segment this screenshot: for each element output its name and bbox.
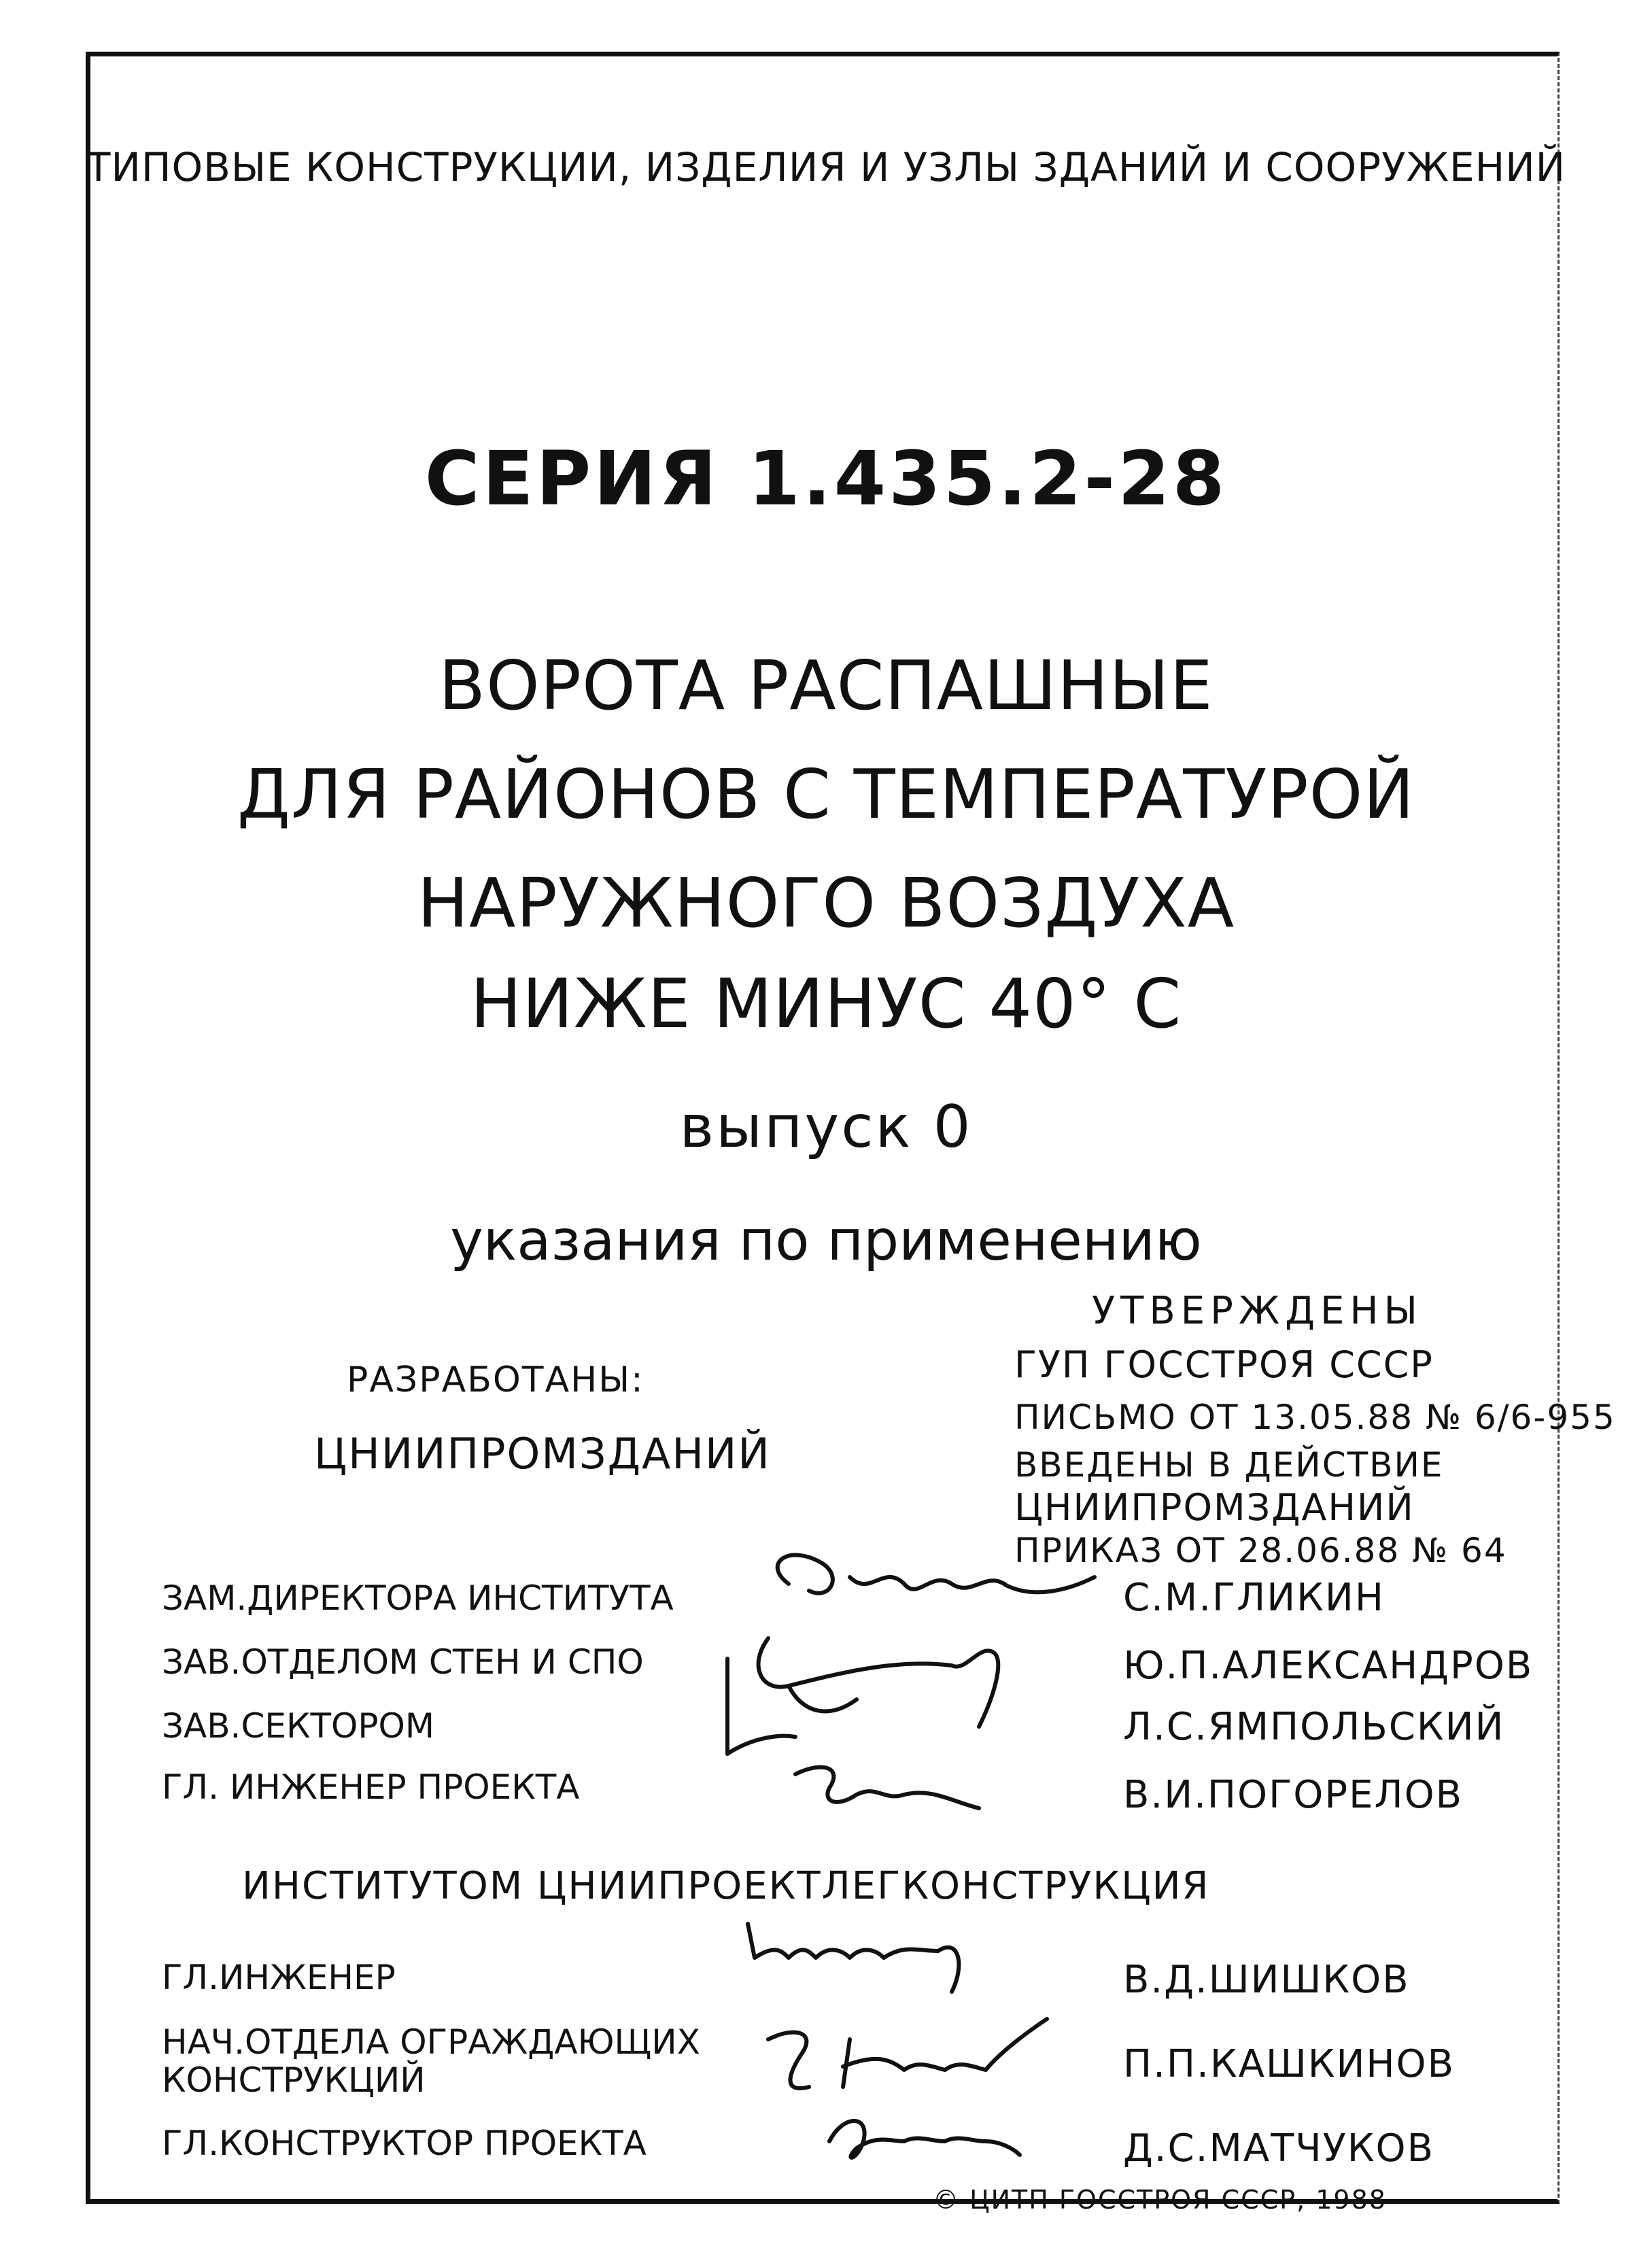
copyright-stamp: © ЦИТП ГОССТРОЯ СССР, 1988	[933, 2185, 1387, 2215]
approval-line-6: ПРИКАЗ ОТ 28.06.88 № 64	[1014, 1531, 1507, 1570]
signatory-name: В.И.ПОГОРЕЛОВ	[1123, 1773, 1464, 1817]
approval-line-3: ПИСЬМО ОТ 13.05.88 № 6/6-955	[1014, 1398, 1616, 1437]
signatory-name: С.М.ГЛИКИН	[1123, 1576, 1385, 1620]
signatory-role: НАЧ.ОТДЕЛА ОГРАЖДАЮЩИХ КОНСТРУКЦИЙ	[162, 2022, 700, 2100]
usage-subtitle: указания по применению	[450, 1209, 1202, 1273]
approval-line-1: УТВЕРЖДЕНЫ	[1092, 1289, 1423, 1333]
signature-aleksandrov	[707, 1618, 1047, 1767]
signature-pogorelov	[782, 1747, 986, 1822]
developed-label: РАЗРАБОТАНЫ:	[347, 1360, 644, 1400]
second-institute: ИНСТИТУТОМ ЦНИИПРОЕКТЛЕГКОНСТРУКЦИЯ	[242, 1864, 1210, 1908]
signature-kashkinov	[741, 2012, 1067, 2114]
signatory-name: Л.С.ЯМПОЛЬСКИЙ	[1123, 1705, 1505, 1749]
signature-matchukov	[816, 2101, 1033, 2175]
signatory-role: ГЛ.ИНЖЕНЕР	[162, 1958, 396, 1997]
signatory-name: Ю.П.АЛЕКСАНДРОВ	[1123, 1644, 1534, 1688]
signatory-role: ЗАМ.ДИРЕКТОРА ИНСТИТУТА	[162, 1578, 674, 1618]
series-number: СЕРИЯ 1.435.2-28	[424, 435, 1228, 522]
approval-line-2: ГУП ГОССТРОЯ СССР	[1014, 1343, 1434, 1386]
approval-line-4: ВВЕДЕНЫ В ДЕЙСТВИЕ	[1014, 1445, 1444, 1485]
signatory-name: В.Д.ШИШКОВ	[1123, 1958, 1410, 2002]
developer-org: ЦНИИПРОМЗДАНИЙ	[314, 1429, 771, 1479]
approval-line-5: ЦНИИПРОМЗДАНИЙ	[1014, 1486, 1415, 1529]
collection-header: ТИПОВЫЕ КОНСТРУКЦИИ, ИЗДЕЛИЯ И УЗЛЫ ЗДАНИЙ И СООРУЖЕНИЙ	[86, 144, 1566, 190]
title-line-3: НАРУЖНОГО ВОЗДУХА	[417, 863, 1235, 943]
signature-glikin	[748, 1536, 1101, 1618]
title-line-1: ВОРОТА РАСПАШНЫЕ	[438, 646, 1214, 725]
title-line-2: ДЛЯ РАЙОНОВ С ТЕМПЕРАТУРОЙ	[237, 755, 1415, 834]
signatory-role: ГЛ. ИНЖЕНЕР ПРОЕКТА	[162, 1767, 580, 1807]
signature-shishkov	[734, 1910, 993, 2005]
signatory-role: ЗАВ.СЕКТОРОМ	[162, 1706, 435, 1746]
title-line-4: НИЖЕ МИНУС 40° С	[470, 964, 1182, 1043]
signatory-name: П.П.КАШКИНОВ	[1123, 2042, 1456, 2086]
signatory-role: ЗАВ.ОТДЕЛОМ СТЕН И СПО	[162, 1642, 644, 1682]
signatory-role: ГЛ.КОНСТРУКТОР ПРОЕКТА	[162, 2124, 647, 2163]
issue-number: выпуск 0	[679, 1093, 973, 1161]
signatory-name: Д.С.МАТЧУКОВ	[1123, 2126, 1435, 2171]
